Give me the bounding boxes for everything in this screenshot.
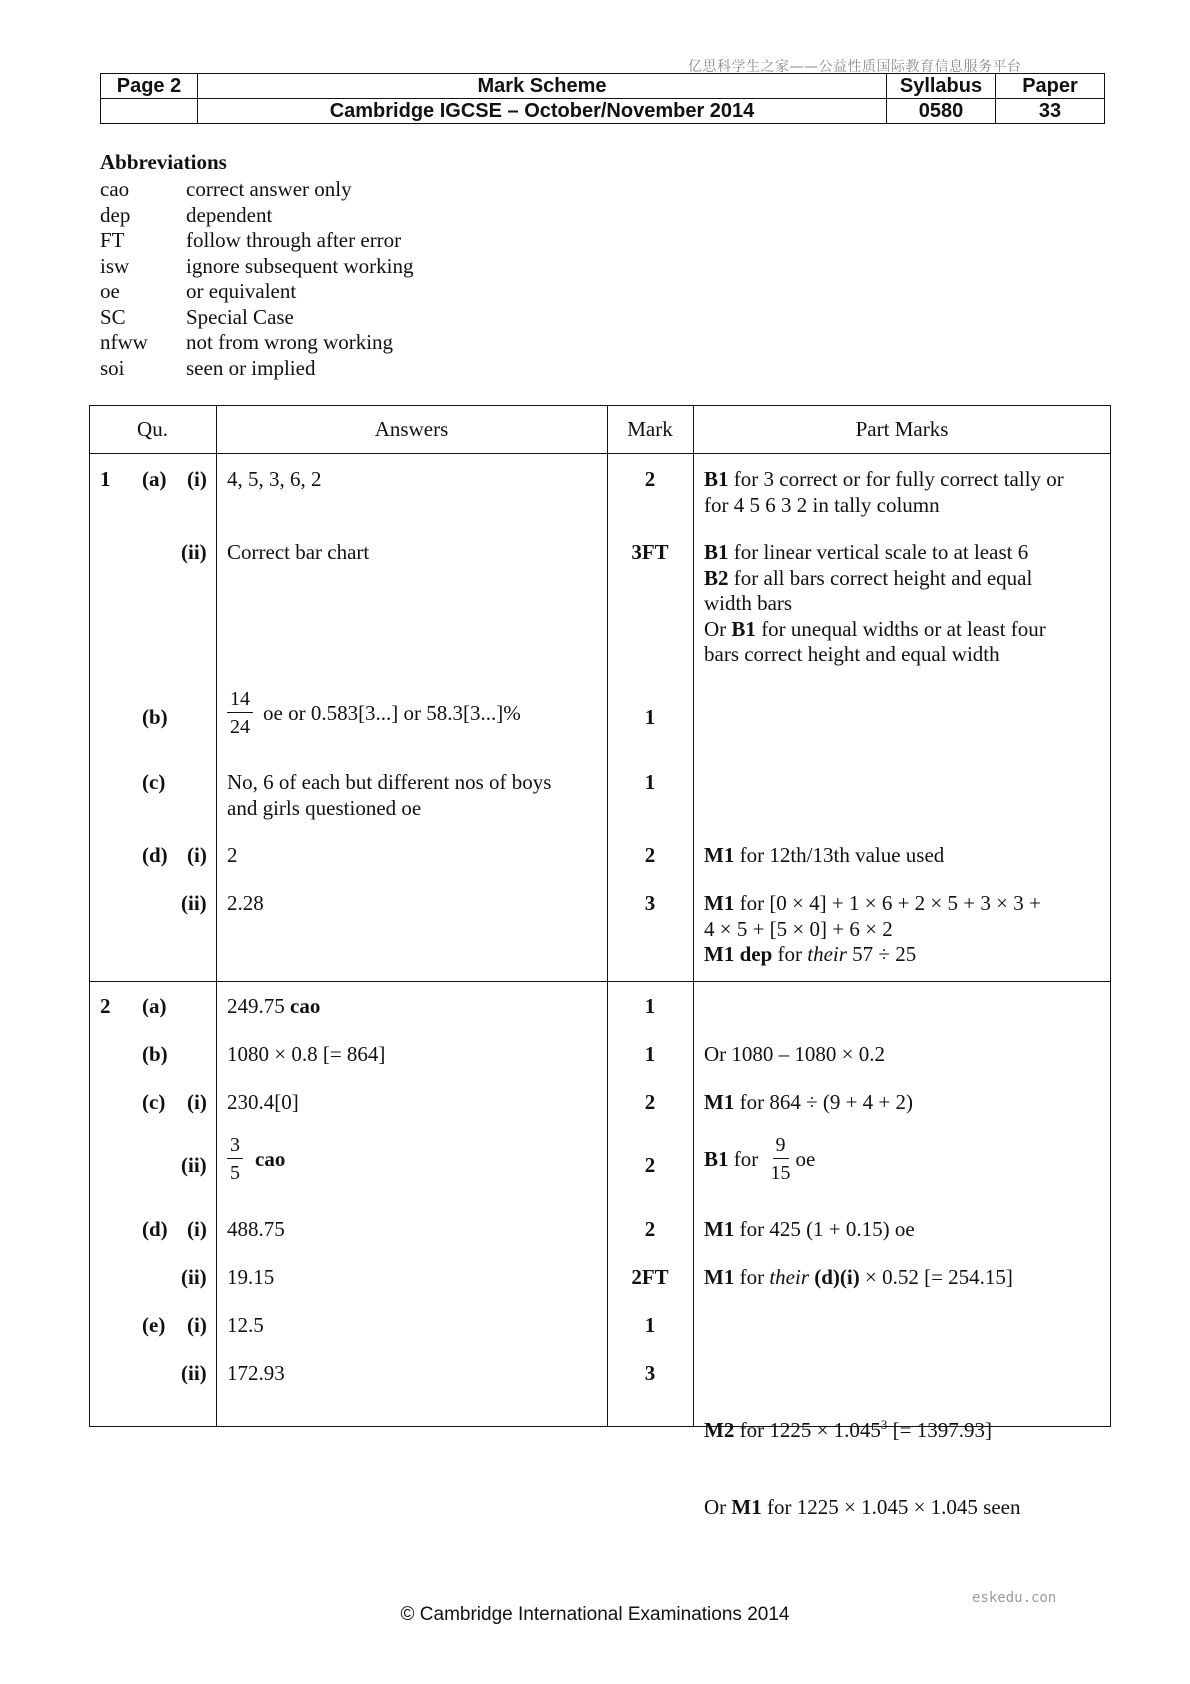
paper-label: Paper	[996, 74, 1105, 99]
part-label: (e)	[142, 1313, 166, 1337]
part-mark-text: for 1225 × 1.045	[734, 1418, 881, 1442]
abbreviation-row	[100, 356, 413, 382]
mark-value: 1	[644, 705, 656, 729]
mark-code: M2	[704, 1418, 735, 1442]
fraction-numerator: 3	[227, 1135, 243, 1159]
fraction-denominator: 15	[770, 1162, 791, 1184]
header-mark: Mark	[627, 417, 673, 441]
answer-text: 172.93	[227, 1361, 285, 1385]
abbreviation-row	[100, 279, 413, 305]
part-label: (d)	[142, 843, 168, 867]
answer-text: 488.75	[227, 1217, 285, 1241]
fraction-numerator: 9	[773, 1135, 789, 1159]
abbr-value: seen or implied	[186, 355, 316, 380]
superscript: 3	[880, 1417, 888, 1432]
abbr-value: Special Case	[186, 304, 294, 329]
part-label: (b)	[142, 705, 168, 729]
mark-value: 1	[644, 770, 656, 794]
mark-value: 2	[644, 1090, 656, 1114]
answer-text	[227, 994, 320, 1020]
part-marks-text	[704, 1265, 1013, 1291]
part-mark-line: width bars	[704, 591, 793, 615]
part-marks-text	[704, 1090, 913, 1116]
part-marks-text	[704, 540, 1104, 668]
part-mark-line: for linear vertical scale to at least 6	[728, 540, 1029, 564]
abbr-key: oe	[100, 279, 120, 303]
mark-value: 1	[644, 1313, 656, 1337]
mark-value: 1	[644, 1042, 656, 1066]
mark-code: B1	[704, 1146, 729, 1171]
mark-value: 3FT	[631, 540, 669, 564]
abbreviations-list	[100, 177, 413, 381]
mark-code: M1	[704, 1090, 735, 1114]
abbr-key: cao	[100, 177, 130, 201]
abbr-key: isw	[100, 253, 130, 278]
fraction	[227, 689, 253, 737]
answer-text: 1080 × 0.8 [= 864]	[227, 1042, 386, 1066]
answer-text: Correct bar chart	[227, 540, 370, 564]
part-mark-line: for 3 correct or for fully correct tally or	[728, 467, 1064, 491]
doc-subtitle: Cambridge IGCSE – October/November 2014	[198, 99, 887, 124]
part-mark-line: for 425 (1 + 0.15) oe	[734, 1217, 915, 1241]
answer-text: 230.4[0]	[227, 1090, 299, 1114]
answer-text: 4, 5, 3, 6, 2	[227, 467, 322, 491]
copyright-footer: © Cambridge International Examinations 2014	[400, 1604, 790, 1625]
abbr-key: dep	[100, 202, 131, 227]
answer-line: and girls questioned oe	[227, 795, 422, 820]
part-mark-line: for all bars correct height and equal	[728, 565, 1033, 590]
abbreviation-row	[100, 228, 413, 254]
mark-value: 2	[644, 1217, 656, 1241]
answer-qualifier: cao	[255, 1146, 286, 1171]
fraction-denominator: 5	[230, 1162, 240, 1184]
answer-text	[227, 1135, 285, 1183]
paper-number: 33	[996, 99, 1105, 124]
part-mark-text: Or	[704, 1494, 732, 1519]
question-number: 1	[100, 467, 111, 491]
abbr-value: dependent	[186, 202, 273, 227]
abbr-value: correct answer only	[186, 177, 352, 201]
mark-value: 3	[644, 891, 656, 915]
fraction	[227, 1135, 243, 1183]
subpart-label: (ii)	[181, 1153, 207, 1177]
abbreviation-row	[100, 177, 413, 203]
subpart-label: (ii)	[181, 1265, 207, 1289]
answer-text: 12.5	[227, 1313, 264, 1337]
header-table	[100, 73, 1105, 124]
part-mark-line: for 864 ÷ (9 + 4 + 2)	[734, 1090, 914, 1114]
answer-text	[227, 689, 521, 737]
part-label: (d)	[142, 1217, 168, 1241]
header-empty-cell	[101, 99, 198, 124]
part-marks-text	[704, 1135, 815, 1183]
answer-text: 2.28	[227, 891, 264, 915]
part-mark-line: for 4 5 6 3 2 in tally column	[704, 492, 940, 517]
abbreviation-row	[100, 305, 413, 331]
subpart-label: (i)	[187, 1090, 207, 1114]
part-label: (b)	[142, 1042, 168, 1066]
part-label: (a)	[142, 467, 167, 491]
fraction-denominator: 24	[230, 716, 250, 738]
header-answers: Answers	[374, 417, 449, 441]
subpart-label: (i)	[187, 1313, 207, 1337]
subpart-label: (ii)	[181, 1361, 207, 1385]
fraction-numerator: 14	[227, 689, 253, 713]
part-label: (c)	[142, 770, 166, 794]
answer-qualifier: cao	[290, 994, 321, 1018]
mark-value: 2FT	[631, 1265, 669, 1289]
part-mark-text: for	[734, 1265, 770, 1289]
page-label: Page 2	[101, 74, 198, 99]
syllabus-label: Syllabus	[887, 74, 996, 99]
part-mark-line: bars correct height and equal width	[704, 642, 1000, 666]
bold-reference: (d)(i)	[809, 1265, 860, 1289]
mark-code: M1	[704, 1265, 735, 1289]
abbr-key: soi	[100, 355, 125, 380]
part-marks-text	[704, 1217, 915, 1243]
header-qu: Qu.	[137, 417, 168, 441]
part-mark-line: for [0 × 4] + 1 × 6 + 2 × 5 + 3 × 3 +	[734, 891, 1041, 915]
part-marks-text	[704, 843, 944, 869]
watermark-text: 亿思科学生之家——公益性质国际教育信息服务平台	[688, 59, 1022, 75]
mark-code: B1	[704, 467, 729, 491]
subpart-label: (i)	[187, 1217, 207, 1241]
part-marks-text	[704, 1361, 1104, 1571]
part-mark-text: [= 1397.93]	[887, 1418, 993, 1442]
fraction	[768, 1135, 794, 1183]
answer-line: No, 6 of each but different nos of boys	[227, 770, 552, 794]
part-label: (a)	[142, 994, 167, 1018]
mark-code: B2	[704, 565, 729, 590]
subpart-label: (i)	[187, 843, 207, 867]
part-mark-text: for 1225 × 1.045 × 1.045 seen	[761, 1494, 1021, 1519]
abbr-value: ignore subsequent working	[186, 253, 414, 278]
mark-scheme-table	[89, 405, 1111, 1519]
abbreviation-row	[100, 254, 413, 280]
abbr-key: nfww	[100, 330, 148, 354]
part-mark-line: Or	[704, 616, 732, 641]
site-watermark: eskedu.con	[972, 1590, 1057, 1606]
abbr-value: not from wrong working	[186, 330, 394, 354]
part-mark-line: for 12th/13th value used	[734, 843, 945, 867]
part-marks-text	[704, 891, 1104, 968]
mark-value: 2	[644, 1153, 656, 1177]
abbr-value: follow through after error	[186, 228, 402, 252]
abbr-value: or equivalent	[186, 279, 297, 303]
mark-code: M1	[731, 1494, 762, 1519]
question-number: 2	[100, 994, 111, 1018]
italic-text: their	[807, 942, 847, 966]
answer-value: 249.75	[227, 994, 290, 1018]
part-label: (c)	[142, 1090, 166, 1114]
abbreviation-row	[100, 330, 413, 356]
mark-value: 1	[644, 994, 656, 1018]
mark-code: M1	[704, 891, 735, 915]
mark-value: 2	[644, 843, 656, 867]
answer-text	[227, 770, 551, 821]
part-mark-text: × 0.52 [= 254.15]	[859, 1265, 1013, 1289]
abbr-key: FT	[100, 228, 125, 252]
abbreviations-title: Abbreviations	[100, 150, 227, 174]
answer-suffix: oe or 0.583[3...] or 58.3[3...]%	[263, 700, 521, 725]
mark-code: B1	[731, 616, 756, 641]
mark-value: 3	[644, 1361, 656, 1385]
part-mark-line: 4 × 5 + [5 × 0] + 6 × 2	[704, 916, 893, 941]
doc-title: Mark Scheme	[198, 74, 887, 99]
part-marks-text	[704, 467, 1104, 518]
italic-text: their	[769, 1265, 809, 1289]
mark-code: M1 dep	[704, 942, 773, 966]
mark-code: M1	[704, 843, 735, 867]
mark-code: M1	[704, 1217, 735, 1241]
subpart-label: (ii)	[181, 540, 207, 564]
answer-text: 2	[227, 843, 238, 867]
part-mark-text: for	[728, 1146, 764, 1171]
part-mark-text: oe	[795, 1146, 816, 1171]
answer-text: 19.15	[227, 1265, 275, 1289]
subpart-label: (ii)	[181, 891, 207, 915]
mark-value: 2	[644, 467, 656, 491]
syllabus-code: 0580	[887, 99, 996, 124]
part-mark-line: for unequal widths or at least four	[755, 616, 1046, 641]
header-part-marks: Part Marks	[855, 417, 949, 441]
mark-code: B1	[704, 540, 729, 564]
part-marks-text: Or 1080 – 1080 × 0.2	[704, 1042, 886, 1066]
abbreviation-row	[100, 203, 413, 229]
abbr-key: SC	[100, 304, 126, 329]
subpart-label: (i)	[187, 467, 207, 491]
part-mark-text: 57 ÷ 25	[846, 942, 917, 966]
part-mark-text: for	[772, 942, 808, 966]
